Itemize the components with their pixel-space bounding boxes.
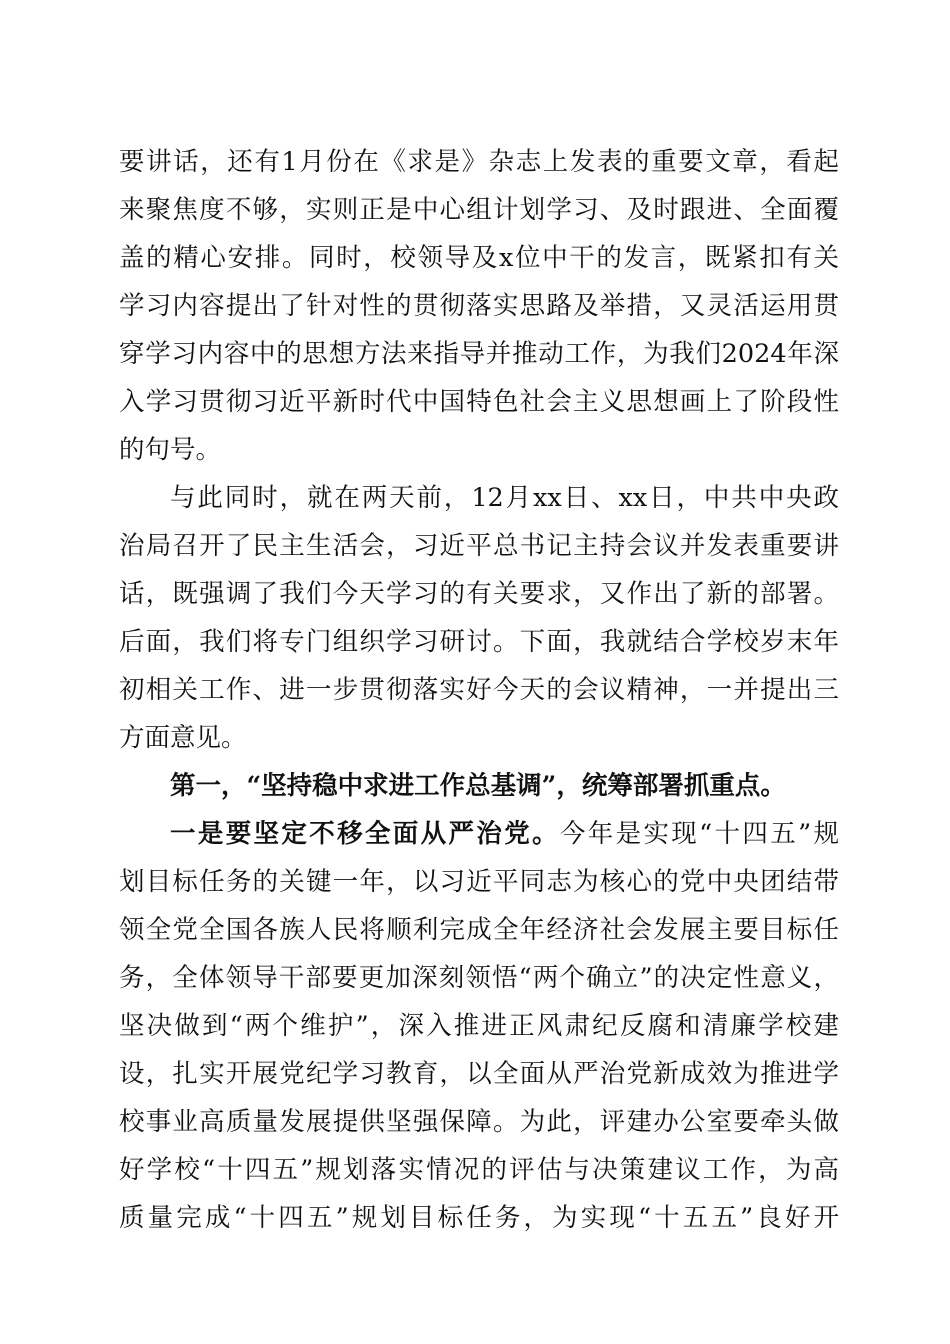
section-heading: 第一，“坚持稳中求进工作总基调”，统筹部署抓重点。 <box>170 771 786 801</box>
text-line <box>170 807 839 861</box>
text-line: 入学习贯彻习近平新时代中国特色社会主义思想画上了阶段性 <box>119 387 839 417</box>
text-line: 好学校“十四五”规划落实情况的评估与决策建议工作，为高 <box>119 1155 839 1185</box>
text-line: 质量完成“十四五”规划目标任务，为实现“十五五”良好开 <box>119 1203 839 1233</box>
text-line: 划目标任务的关键一年，以习近平同志为核心的党中央团结带 <box>119 867 839 897</box>
text-line: 学习内容提出了针对性的贯彻落实思路及举措，又灵活运用贯 <box>119 291 839 321</box>
text-line: 盖的精心安排。同时，校领导及x位中干的发言，既紧扣有关 <box>119 243 839 273</box>
text-line: 方面意见。 <box>119 723 247 753</box>
text-line: 初相关工作、进一步贯彻落实好今天的会议精神，一并提出三 <box>119 675 839 705</box>
text-line: 与此同时，就在两天前，12月xx日、xx日，中共中央政 <box>170 483 839 513</box>
text-line: 的句号。 <box>119 435 222 465</box>
text-line: 坚决做到“两个维护”，深入推进正风肃纪反腐和清廉学校建 <box>119 1011 839 1041</box>
text-line: 来聚焦度不够，实则正是中心组计划学习、及时跟进、全面覆 <box>119 195 839 225</box>
text-line: 后面，我们将专门组织学习研讨。下面，我就结合学校岁末年 <box>119 627 839 657</box>
text-line: 话，既强调了我们今天学习的有关要求，又作出了新的部署。 <box>119 579 839 609</box>
lead-phrase: 一是要坚定不移全面从严治党。 <box>170 819 560 849</box>
text-line: 穿学习内容中的思想方法来指导并推动工作，为我们2024年深 <box>119 339 839 369</box>
text-line: 设，扎实开展党纪学习教育，以全面从严治党新成效为推进学 <box>119 1059 839 1089</box>
text-line: 治局召开了民主生活会，习近平总书记主持会议并发表重要讲 <box>119 531 839 561</box>
text-line: 务，全体领导干部要更加深刻领悟“两个确立”的决定性意义， <box>119 963 839 993</box>
text-line: 校事业高质量发展提供坚强保障。为此，评建办公室要牵头做 <box>119 1107 839 1137</box>
text-line: 领全党全国各族人民将顺利完成全年经济社会发展主要目标任 <box>119 915 839 945</box>
lead-phrase-rest: 今年是实现“十四五”规 <box>559 819 839 849</box>
text-line: 要讲话，还有1月份在《求是》杂志上发表的重要文章，看起 <box>119 147 839 177</box>
